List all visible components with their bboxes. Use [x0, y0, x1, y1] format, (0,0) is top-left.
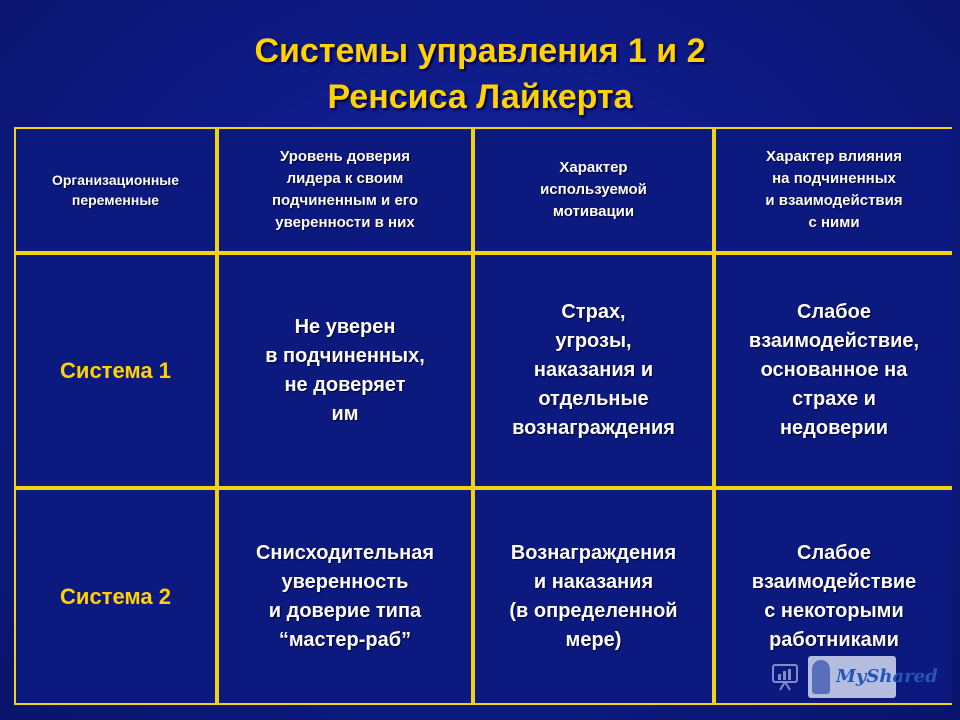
header-cell-influence: [716, 129, 952, 251]
logo-figure: [812, 660, 830, 694]
header-cell-trust: [219, 129, 471, 251]
header-trust-label: Уровень доверия лидера к своим подчиненным и его уверенности в них: [271, 148, 418, 231]
watermark: [768, 652, 938, 702]
header-cell-variables: [16, 129, 215, 251]
myshared-logo: [808, 656, 938, 698]
system-2-trust-cell: [219, 490, 471, 703]
system-1-label: Система 1: [60, 357, 171, 383]
system-2-motivation-text: Вознаграждения и наказания (в определенной мере): [509, 541, 678, 651]
title-line-2: Ренсиса Лайкерта: [327, 78, 633, 116]
system-1-influence-text: Слабое взаимодействие, основанное на страхе и недоверии: [748, 301, 920, 439]
system-1-trust-text: Не уверен в подчиненных, не доверяет им: [265, 315, 425, 425]
header-cell-motivation: [475, 129, 712, 251]
title-line-1: Системы управления 1 и 2: [254, 32, 706, 70]
system-2-trust-text: Снисходительная уверенность и доверие типа “мастер-раб”: [255, 541, 435, 651]
system-2-motivation-cell: [475, 490, 712, 703]
system-1-motivation-cell: [475, 255, 712, 486]
system-2-influence-text: Слабое взаимодействие с некоторыми работниками: [751, 541, 917, 651]
slide-title: [0, 28, 960, 120]
header-motivation-label: Характер используемой мотивации: [540, 159, 647, 220]
system-1-motivation-text: Страх, угрозы, наказания и отдельные вознаграждения: [512, 301, 675, 439]
system-2-cell: [16, 490, 215, 703]
logo-label: MyShared: [836, 666, 938, 687]
system-2-label: Система 2: [60, 583, 171, 609]
header-variables-label: Организационные переменные: [51, 172, 180, 208]
presentation-icon: [768, 660, 802, 694]
system-1-trust-cell: [219, 255, 471, 486]
header-influence-label: Характер влияния на подчиненных и взаимодействия с ними: [765, 148, 903, 231]
system-1-cell: [16, 255, 215, 486]
system-1-influence-cell: [716, 255, 952, 486]
likert-systems-table: [14, 127, 952, 705]
